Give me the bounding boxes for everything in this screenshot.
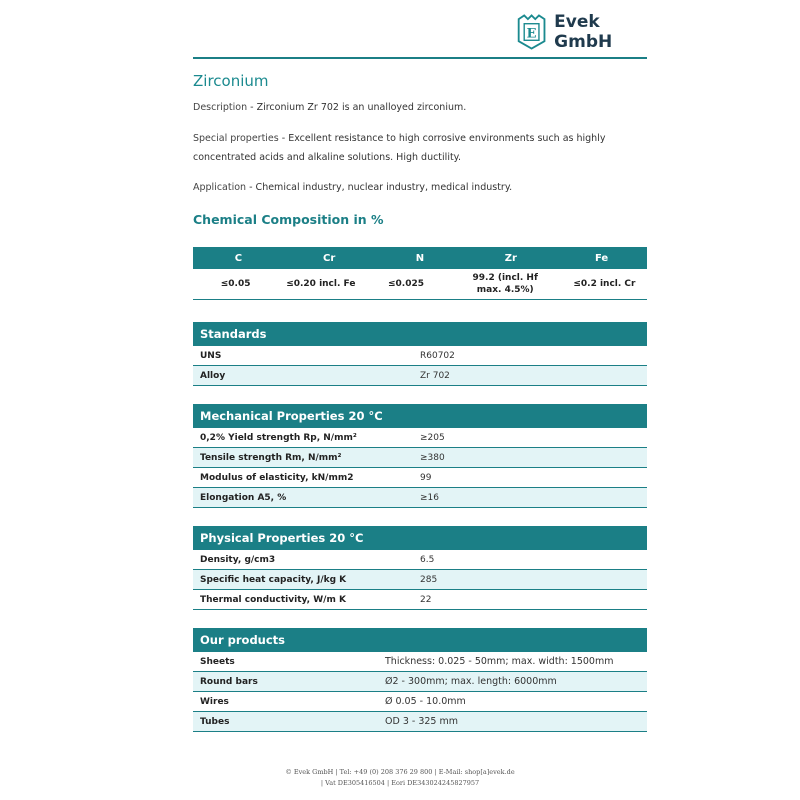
application-label: Application bbox=[193, 182, 247, 193]
footer-registration-line: | Vat DE305416504 | Eori DE343024245827957 bbox=[320, 779, 480, 787]
table-row bbox=[193, 468, 647, 488]
physical-properties-table bbox=[193, 526, 647, 610]
application-text: - Chemical industry, nuclear industry, medical industry. bbox=[246, 182, 513, 193]
composition-header-cell: N bbox=[415, 252, 425, 264]
table-row bbox=[193, 428, 647, 448]
description-text: - Zirconium Zr 702 is an unalloyed zirconium. bbox=[247, 102, 467, 113]
page-footer bbox=[0, 767, 800, 789]
property-name: Density, g/cm3 bbox=[200, 554, 276, 565]
composition-heading: Chemical Composition in % bbox=[193, 212, 384, 227]
product-name: Wires bbox=[200, 696, 229, 707]
product-name: Sheets bbox=[200, 656, 235, 667]
products-table bbox=[193, 628, 647, 732]
mechanical-heading: Mechanical Properties 20 °C bbox=[193, 404, 647, 428]
composition-header-cell: Cr bbox=[323, 252, 336, 264]
property-value: 6.5 bbox=[420, 554, 435, 565]
product-spec: Ø 0.05 - 10.0mm bbox=[385, 696, 466, 707]
header-divider bbox=[193, 57, 647, 59]
property-value: R60702 bbox=[420, 350, 455, 361]
brand-name: Evek GmbH bbox=[554, 12, 613, 52]
table-row bbox=[193, 488, 647, 508]
product-spec: OD 3 - 325 mm bbox=[385, 716, 458, 727]
table-row bbox=[193, 590, 647, 610]
mechanical-properties-table bbox=[193, 404, 647, 508]
table-row bbox=[193, 712, 647, 732]
property-value: ≥380 bbox=[420, 452, 445, 463]
property-name: 0,2% Yield strength Rp, N/mm² bbox=[200, 432, 357, 443]
table-row bbox=[193, 346, 647, 366]
composition-value-row bbox=[193, 269, 647, 300]
special-properties-paragraph bbox=[193, 129, 633, 167]
table-row bbox=[193, 448, 647, 468]
product-name: Tubes bbox=[200, 716, 230, 727]
property-value: 285 bbox=[420, 574, 438, 585]
application-paragraph bbox=[193, 178, 633, 197]
product-spec: Thickness: 0.025 - 50mm; max. width: 1500mm bbox=[385, 656, 614, 667]
table-row bbox=[193, 366, 647, 386]
property-name: Modulus of elasticity, kN/mm2 bbox=[200, 472, 354, 483]
page-title: Zirconium bbox=[193, 72, 269, 90]
composition-value-cell: ≤0.05 bbox=[220, 279, 251, 289]
composition-header-row bbox=[193, 247, 647, 269]
shield-logo-icon bbox=[515, 12, 548, 52]
property-name: UNS bbox=[200, 350, 222, 361]
composition-value-cell: ≤0.20 incl. Fe bbox=[286, 279, 356, 289]
property-value: ≥205 bbox=[420, 432, 445, 443]
special-properties-label: Special properties bbox=[193, 133, 279, 144]
special-properties-text: - Excellent resistance to high corrosive environments such as highly concentrated acids and alkaline solutions. High ductility. bbox=[193, 133, 606, 163]
composition-header-cell: C bbox=[234, 252, 243, 264]
property-value: 22 bbox=[420, 594, 432, 605]
composition-value-cell: 99.2 (incl. Hf max. 4.5%) bbox=[472, 273, 538, 295]
product-spec: Ø2 - 300mm; max. length: 6000mm bbox=[385, 676, 557, 687]
description-paragraph bbox=[193, 98, 633, 117]
table-row bbox=[193, 570, 647, 590]
logo-letter: E bbox=[526, 26, 537, 42]
composition-header-cell: Fe bbox=[594, 252, 609, 264]
composition-table bbox=[193, 247, 647, 300]
standards-table bbox=[193, 322, 647, 386]
composition-header-cell: Zr bbox=[504, 252, 517, 264]
property-value: 99 bbox=[420, 472, 432, 483]
property-name: Tensile strength Rm, N/mm² bbox=[200, 452, 342, 463]
property-name: Alloy bbox=[200, 370, 226, 381]
property-value: ≥16 bbox=[420, 492, 439, 503]
products-heading: Our products bbox=[193, 628, 647, 652]
table-row bbox=[193, 692, 647, 712]
standards-heading: Standards bbox=[193, 322, 647, 346]
property-value: Zr 702 bbox=[420, 370, 450, 381]
product-name: Round bars bbox=[200, 676, 258, 687]
property-name: Specific heat capacity, J/kg K bbox=[200, 574, 347, 585]
property-name: Elongation A5, % bbox=[200, 492, 287, 503]
footer-contact-line: © Evek GmbH | Tel: +49 (0) 208 376 29 800 | E-Mail: shop[a]evek.de bbox=[285, 768, 515, 776]
composition-value-cell: ≤0.2 incl. Cr bbox=[573, 279, 636, 289]
table-row bbox=[193, 672, 647, 692]
property-name: Thermal conductivity, W/m K bbox=[200, 594, 346, 605]
table-row bbox=[193, 550, 647, 570]
composition-value-cell: ≤0.025 bbox=[388, 279, 425, 289]
company-logo bbox=[515, 12, 655, 52]
description-label: Description bbox=[193, 102, 248, 113]
physical-heading: Physical Properties 20 °C bbox=[193, 526, 647, 550]
table-row bbox=[193, 652, 647, 672]
